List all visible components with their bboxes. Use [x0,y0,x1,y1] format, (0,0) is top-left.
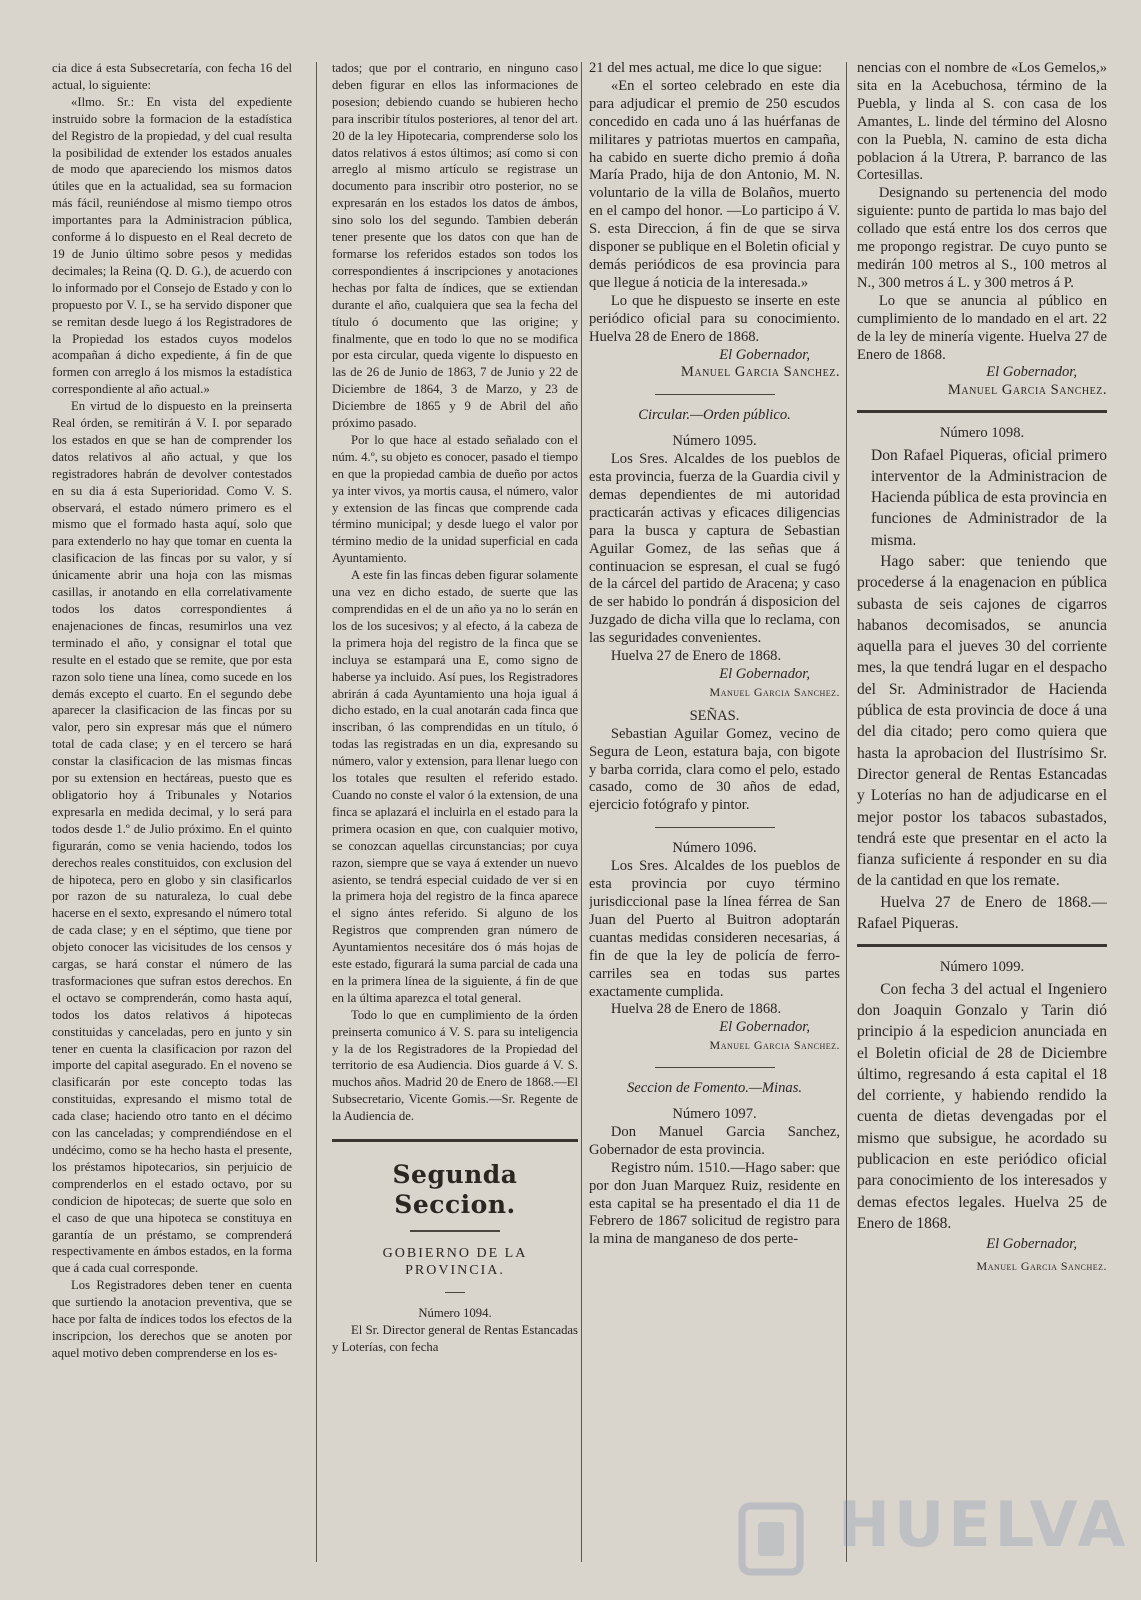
section-title: Segunda Seccion. [392,1160,518,1220]
paragraph: Lo que he dispuesto se inserte en este periódico oficial para su conocimiento. Huelva 28 de Enero de 1868. [589,292,840,345]
notice-number: Número 1099. [939,959,1025,976]
paragraph: Don Rafael Piqueras, oficial primero interventor de la Administracion de Hacienda pública de esta provincia en funciones de Administrador de la misma. [871,446,1107,549]
section-rule [857,410,1107,413]
paragraph: Los Sres. Alcaldes de los pueblos de esta provincia, fuerza de la Guardia civil y demas dependientes de mi autoridad practicarán activas y eficaces diligencias para la busca y captura de Sebastian Aguilar Gomez, de las señas que á continuacion se espresan, el cual se fugó de la cárcel del partido de Aracena; y caso de ser habido lo pondrán á disposicion del Juzgado de dicha villa que lo reclama, con las seguridades convenientes. [589,451,840,647]
paragraph: Designando su pertenencia del modo siguiente: punto de partida lo mas bajo del collado que está entre los dos cerros que me propongo registrar. De cuyo punto se medirán 100 metros al S., 100 metros al N., 300 metros á L. y 300 metros á P. [857,185,1107,291]
signature-title: El Gobernador, [719,346,810,363]
paragraph: Lo que se anuncia al público en cumplimiento de lo mandado en el art. 22 de la ley de minería vigente. Huelva 27 de Enero de 1868. [857,292,1107,363]
paragraph: El Sr. Director general de Rentas Estancadas y Loterías, con fecha [332,1322,578,1354]
short-rule [655,827,775,828]
column-1 [52,60,292,1580]
notice-number: Número 1095. [672,433,757,450]
ornament-rule [410,1230,500,1232]
section-subtitle: Circular.—Orden público. [638,407,791,424]
date: Huelva 27 de Enero de 1868. [610,648,782,665]
column-divider [846,62,847,1562]
signature-title: El Gobernador, [719,666,810,682]
paragraph: Por lo que hace al estado señalado con el núm. 4.º, su objeto es conocer, pasado el tiempo en que la propiedad cambia de dueño por actos ya inter vivos, ya mortis causa, el número, valor y extension de las fincas que comprende cada término municipal; y desde luego el valor por término medio de la unidad superficial en cada Ayuntamiento. [332,432,578,566]
paragraph: nencias con el nombre de «Los Gemelos,» sita en la Acebuchosa, término de la Puebla, y linda al S. con casa de los Amantes, L. linde del término del Alosno con la Puebla, N. camino de esta dicha poblacion á la Utrera, P. barranco de las Cortesillas. [857,60,1107,184]
short-rule [655,1067,775,1068]
watermark-logo-icon [736,1500,806,1578]
section-rule [857,944,1107,947]
paragraph: cia dice á esta Subsecretaría, con fecha 16 del actual, lo siguiente: [52,61,292,92]
signature-title: El Gobernador, [986,364,1077,381]
paragraph: Huelva 27 de Enero de 1868.—Rafael Piqueras. [857,893,1107,933]
paragraph: tados; que por el contrario, en ninguno caso deben figurar en ellos las informaciones de posesion; debiendo cuando se hubieren hecho para inscribir títulos posteriores, al tenor del art. 20 de la ley Hipotecaria, comprenderse solo los datos relativos á estos últimos; así como si con arreglo al mismo artículo se registrase un documento para inscribir otro posterior, no se expresarán en los estados los datos de ámbos, sino solo los del segundo. Tambien deberán tener presente que los datos con que han de formarse los referidos estados son todos los correspondientes á inscripciones y anotaciones hechas por falta de índices, que se extiendan durante el año, cualquiera que sea la fecha del título ó documento que las origine; y finalmente, que en todo lo que no se modifica por esta circular, queda vigente lo dispuesto en las de 26 de Junio de 1863, 7 de Junio y 22 de Diciembre de 1864, 3 de Marzo, y 23 de Diciembre de 1865 y 9 de Abril del año próximo pasado. [332,61,578,431]
notice-1097-continued [857,60,1107,400]
section-subtitle: Seccion de Fomento.—Minas. [626,1080,803,1097]
paragraph: En virtud de lo dispuesto en la preinserta Real órden, se remitirán á V. I. por separado los estados en que se han de comprender los datos relativos al año actual, y que los registradores habrán de devolver contestados en su dia á esta Superioridad. Como V. S. observará, el estado número primero es el mismo que el formado hasta aquí, solo que para extenderlo no hay que tomar en cuenta la clasificacion de las fincas por su valor, y sí únicamente abrir una hoja con las mismas casillas, ir anotando en ella correlativamente todos los datos correspondientes á enajenaciones de fincas, resumirlos una vez terminado el año, y consignar el total que resulte en el estado que se remite, que por esta razon solo tiene una línea, como sucede en los demás excepto el cuarto. En el segundo debe aparecer la clasificacion de las fincas por su valor, pero sin expresar más que el número total de cada clase; y en el tercero se hará constar la clasificacion de las mismas fincas por su extension en hectáreas, puesto que es obligatorio hoy á Tribunales y Notarios expresarla en medida decimal, y lo será para todos desde 1.º de Julio próximo. En el quinto figurarán, como se venia haciendo, todos los derechos reales constituidos, con exclusion del de hipoteca, pero en globo y sin clasificarlos por razon de su naturaleza, lo cual debe hacerse en el sexto, expresando el número total de cada clase; y en el séptimo, que tiene por objeto conocer las vicisitudes de los censos y cargas, se hará constar el número de las trasformaciones que sufran estos derechos. En el octavo se comprenderán, como hasta aquí, todos los datos relativos á hipotecas constituidas y canceladas, pero en junto y sin tener en cuenta la clasificacion por razon del importe del capital asegurado. En el noveno se clasificarán por este concepto todas las constituidas, expresando el mismo total de cada clase; haciendo otro tanto en el décimo con las canceladas; y comprendiéndose en el undécimo, como se ha hecho hasta el presente, los préstamos hipotecarios, sin perjuicio de comprenderlos en el estado octavo, por su condicion de hipotecas; de suerte que solo en el caso de que una hipoteca se constituya en garantía de un préstamo, se comprenderá respectivamente en ámbos estados, en la forma que á cada cual corresponde. [52,399,292,1276]
short-rule [655,394,775,395]
paragraph: A este fin las fincas deben figurar solamente una vez en dicho estado, de suerte que las comprendidas en el de un año ya no lo serán en los de los sucesivos; y al efecto, á la cabeza de la primera hoja del registro de la finca que se incluya se estampará una E, como signo de haberse ya incluido. Así pues, los Registradores abrirán á cada Ayuntamiento una hoja igual á dicho estado, en la cual anotarán cada finca que inscriban, ó las comprendidas en un título, ó todas las registradas en un dia, expresando su número, valor y extension, para llenar luego con los totales que resulten el referido estado. Cuando no conste el valor ó la extension, de una finca se aplazará el incluirla en el estado para la primera ocasion en que, con cualquier motivo, se conozcan aquellas circunstancias; por cuya razon, siempre que se vaya á extender un nuevo asiento, se tendrá especial cuidado de ver si en la primera hoja del registro de la finca aparece el signo ántes referido. Si alguno de los Registros que comprenden gran número de Ayuntamientos necesitáre dos ó más hojas de este estado, figurará la suma parcial de cada una en la primera línea de la siguiente, á fin de que en la última aparezca el total general. [332,568,578,1005]
paragraph: Hago saber: que teniendo que procederse á la enagenacion en pública subasta de seis cajones de cigarros habanos decomisados, se anuncia aquella para el jueves 30 del corriente mes, la que tendrá lugar en el despacho del Sr. Administrador de Hacienda pública de esta provincia de doce á una del dia citado; pero como quiera que hasta la aprobacion del Ilustrísimo Sr. Director general de Rentas Estancadas y Loterías no han de adjudicarse en el mejor postor los tabacos subastados, tendrá este que presentar en el acto la fianza suficiente á responder en su dia de la cantidad en que los remate. [857,553,1107,890]
signature-name: Manuel Garcia Sanchez. [947,382,1107,399]
column-3 [589,60,840,1580]
paragraph: 21 del mes actual, me dice lo que sigue: [589,60,823,76]
subsection-title: SEÑAS. [689,707,740,724]
watermark-text: HUELVA [838,1488,1130,1561]
signature-title: El Gobernador, [719,1019,810,1036]
signature-name: Manuel Garcia Sanchez. [976,1258,1107,1273]
column-divider [581,62,582,1562]
paragraph: «Ilmo. Sr.: En vista del expediente instruido sobre la formacion de la estadística del Registro de la propiedad, y del cual resulta la posibilidad de extender los estados anuales de modo que apareciendo los mismos datos útiles que en la actualidad, sea su formacion más fácil, reuniéndose al mismo tiempo otros importantes para la Administracion pública, conforme á lo dispuesto en el Real decreto de 19 de Junio último sobre pesos y medidas decimales; la Reina (Q. D. G.), de acuerdo con lo informado por el Consejo de Estado y con lo propuesto por V. I., se ha servido disponer que se remitan desde luego á los Registradores de la Propiedad los estados cuyos modelos acompañan á dicho expediente, á fin de que formen con arreglo á los mismos la estadística correspondiente al año actual.» [52,94,292,397]
signature-name: Manuel Garcia Sanchez. [709,1038,840,1053]
signature-name: Manuel Garcia Sanchez. [680,364,840,381]
column-2 [332,60,578,1580]
paragraph: Todo lo que en cumplimiento de la órden preinserta comunico á V. S. para su inteligencia y la de los Registradores de la Propiedad del territorio de esa Audiencia. Dios guarde á V. S. muchos años. Madrid 20 de Enero de 1868.—El Subsecretario, Vicente Gomis.—Sr. Regente de la Audiencia de. [332,1007,578,1124]
section-rule [332,1139,578,1142]
paragraph: Registro núm. 1510.—Hago saber: que por don Juan Marquez Ruiz, residente en esta capital se ha presentado el dia 11 de Febrero de 1867 solicitud de registro para la mina de manganeso de dos perte- [589,1159,840,1248]
paragraph: Don Manuel Garcia Sanchez, Gobernador de esta provincia. [589,1123,840,1158]
notice-number: Número 1096. [672,840,757,857]
notice-number: Número 1097. [672,1106,757,1123]
paragraph: Los Registradores deben tener en cuenta que surtiendo la anotacion preventiva, que se hace por falta de índices todos los efectos de la inscripcion, los derechos que se anoten por aquel motivo deben comprenderse en los es- [52,1278,292,1360]
signature-name: Manuel Garcia Sanchez. [709,684,840,699]
column-4 [857,60,1107,1580]
short-rule [445,1292,465,1293]
paragraph: Con fecha 3 del actual el Ingeniero don Joaquin Gonzalo y Tarin dió principio á la espedicion anunciada en el Boletin oficial de 28 de Diciembre último, regresando á esta capital el 18 del corriente, y habiendo rendido la cuenta de dietas devengadas por el mismo que subsigue, he acordado su publicacion en este periódico oficial para conocimiento de los interesados y demas efectos legales. Huelva 25 de Enero de 1868. [857,980,1107,1232]
notice-number: Número 1098. [939,425,1025,442]
paragraph: Sebastian Aguilar Gomez, vecino de Segura de Leon, estatura baja, con bigote y barba corrida, clara como el pelo, estado casado, como de 30 años de edad, ejercicio fotógrafo y pintor. [589,725,840,814]
government-header: GOBIERNO DE LA PROVINCIA. [382,1246,528,1278]
paragraph: Los Sres. Alcaldes de los pueblos de esta provincia por cuyo término jurisdiccional pase la línea férrea de San Juan del Puerto al Buitron adoptarán cuantas medidas consideren necesarias, á fin de que la ley de policía de ferro-carriles sea en todas sus partes exactamente cumplida. [589,858,840,1000]
date: Huelva 28 de Enero de 1868. [610,1001,782,1018]
column-divider [316,62,317,1562]
signature-title: El Gobernador, [986,1236,1077,1253]
paragraph: «En el sorteo celebrado en este dia para adjudicar el premio de 250 escudos concedido en cada uno á las huérfanas de militares y patriotas muertos en campaña, ha cabido en suerte dicho premio á doña María Prado, hija de don Antonio, M. N. voluntario de la villa de Bolaños, muerto en el campo del honor. —Lo participo á V. S. esta Direccion, á fin de que se sirva disponer se publique en el Boletin oficial y demás periódicos de esa provincia para que llegue á noticia de la interesada.» [589,77,840,291]
notice-number: Número 1094. [418,1305,492,1320]
